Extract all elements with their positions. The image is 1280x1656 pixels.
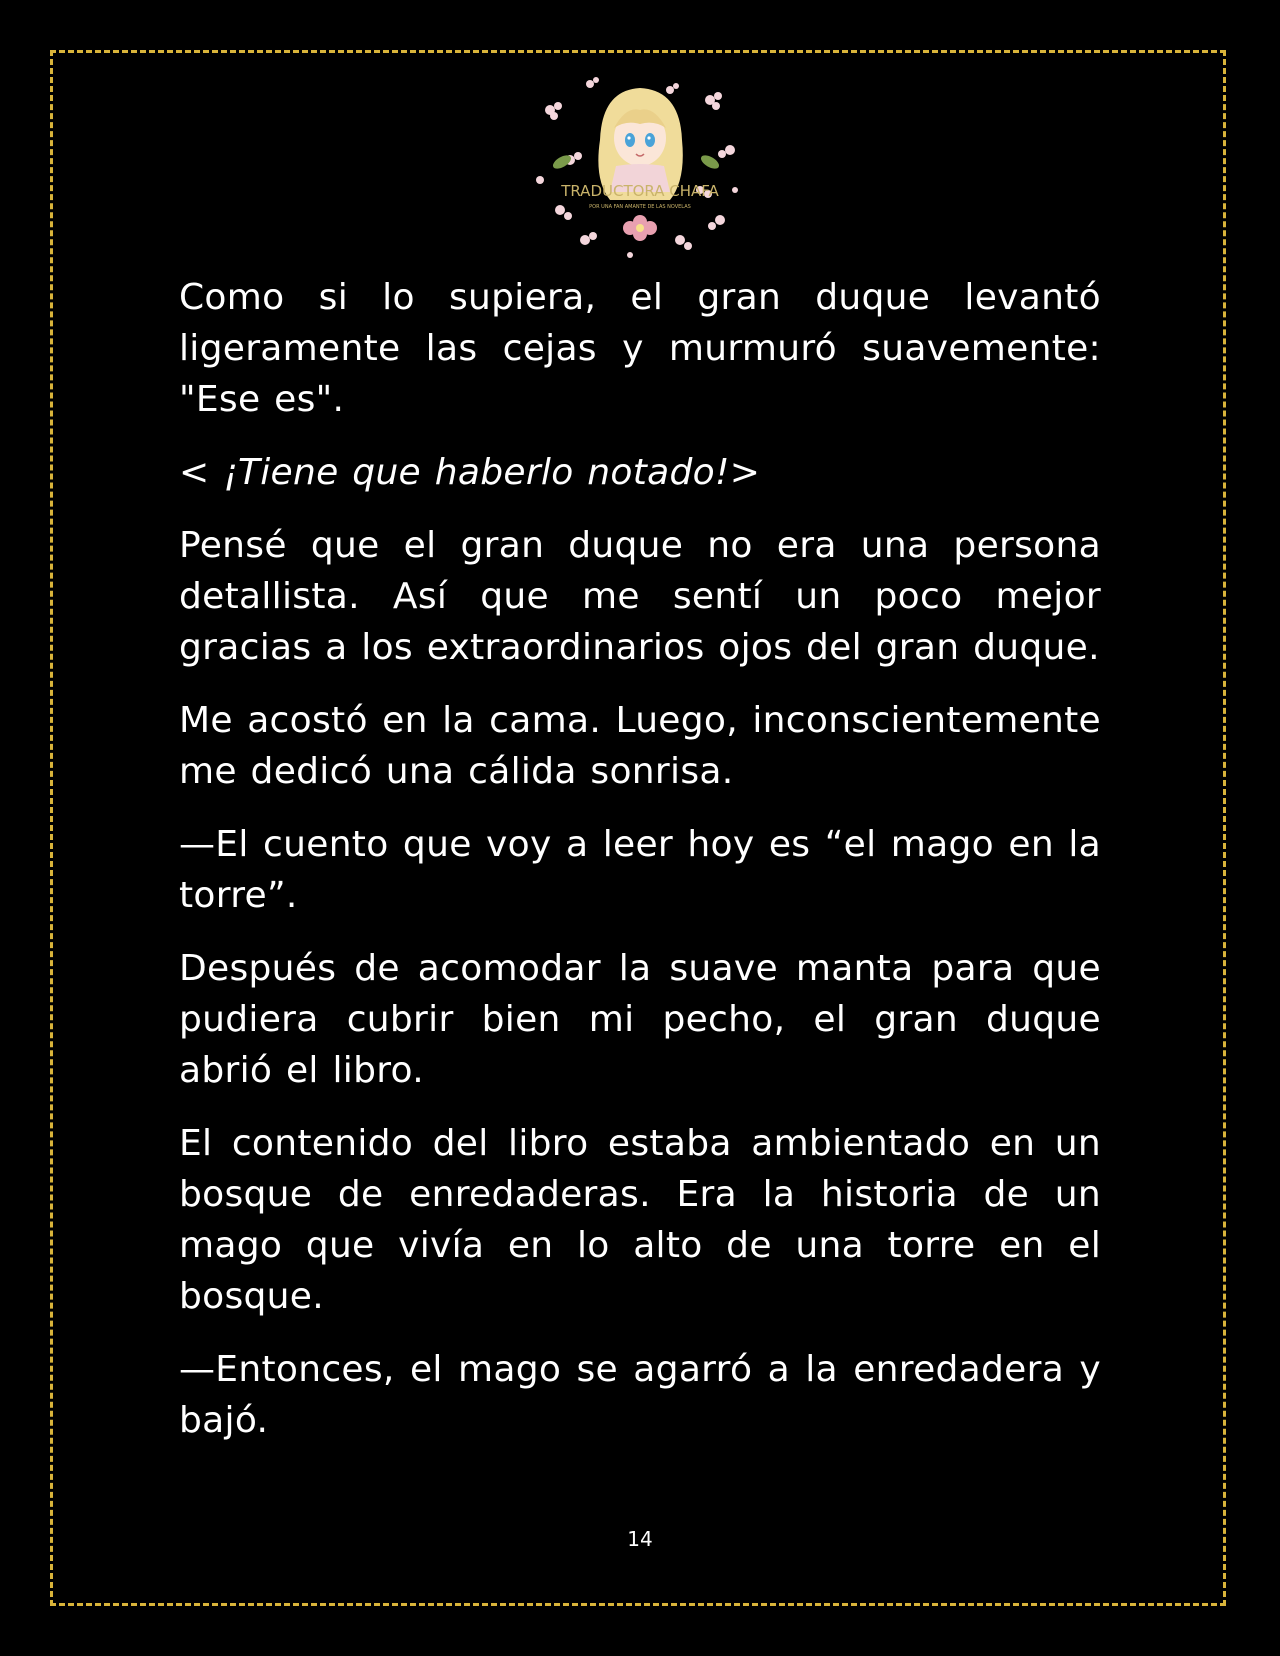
traductora-chafa-logo (530, 70, 750, 266)
paragraph-thought: < ¡Tiene que haberlo notado!> (179, 452, 761, 493)
paragraph-dialogue: —Entonces, el mago se agarró a la enredadera y bajó. (179, 1349, 1101, 1441)
paragraph-dialogue: —El cuento que voy a leer hoy es “el mago en la torre”. (179, 824, 1101, 916)
paragraph: Después de acomodar la suave manta para que pudiera cubrir bien mi pecho, el gran duque abrió el libro. (179, 948, 1101, 1091)
logo-subtitle: POR UNA FAN AMANTE DE LAS NOVELAS (589, 204, 691, 210)
paragraph: El contenido del libro estaba ambientado en un bosque de enredaderas. Era la historia de un mago que vivía en lo alto de una torre en el bosque. (179, 1123, 1101, 1317)
body-text (179, 272, 1101, 1468)
paragraph: Pensé que el gran duque no era una persona detallista. Así que me sentí un poco mejor gracias a los extraordinarios ojos del gran duque. (179, 525, 1101, 668)
paragraph: Me acostó en la cama. Luego, inconscientemente me dedicó una cálida sonrisa. (179, 700, 1101, 792)
logo-title: TRADUCTORA CHAFA (561, 182, 719, 200)
paragraph: Como si lo supiera, el gran duque levantó ligeramente las cejas y murmuró suavemente: "Ese es". (179, 277, 1101, 420)
page-number: 14 (627, 1527, 653, 1551)
